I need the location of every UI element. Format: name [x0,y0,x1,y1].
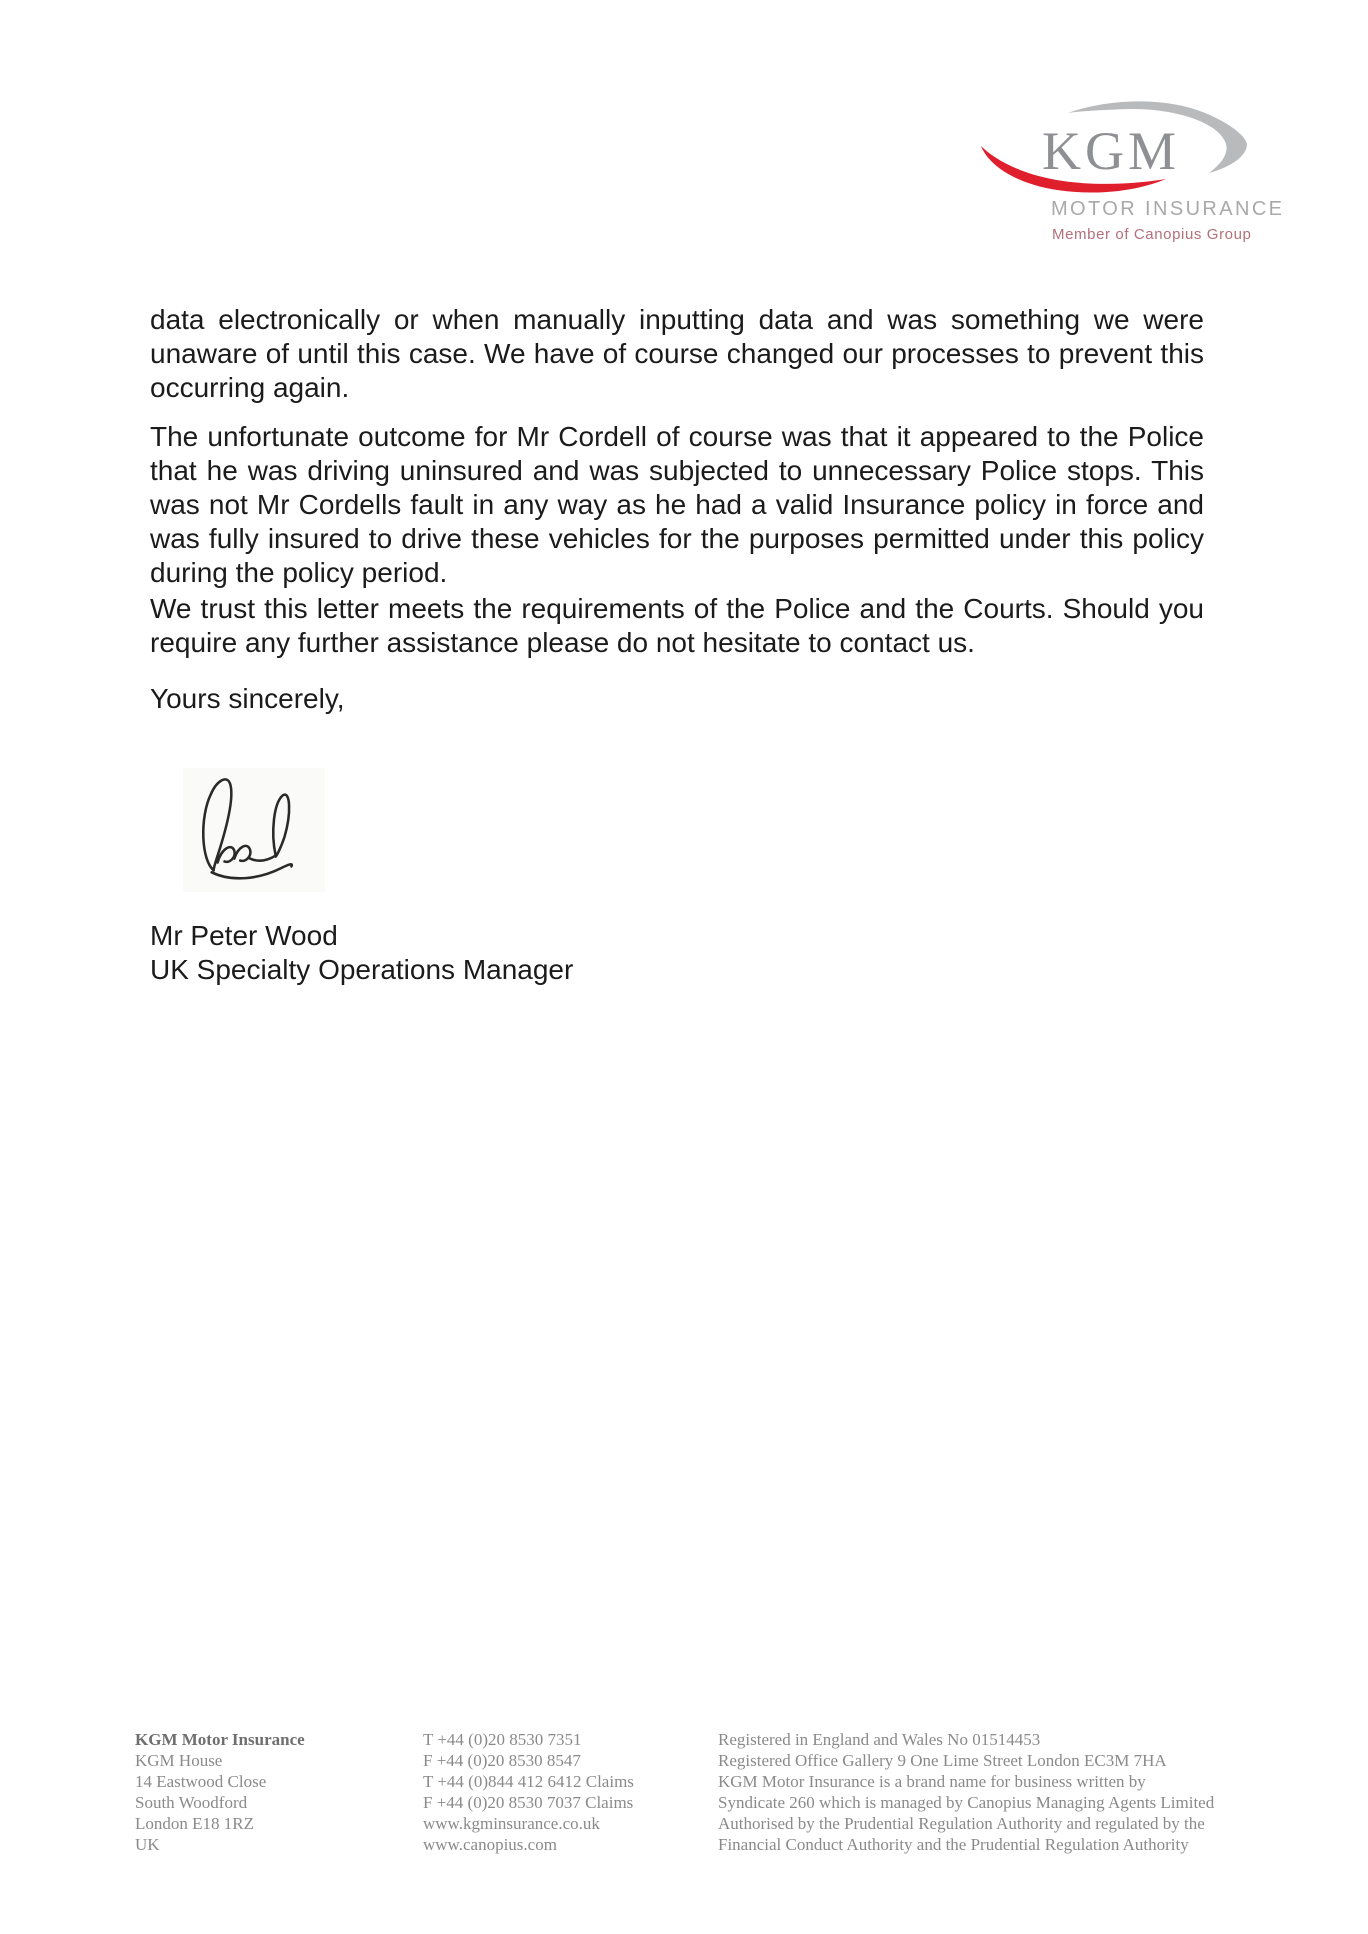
footer-legal-line: Registered in England and Wales No 01514453 [718,1730,1041,1749]
letter-paragraph-3: We trust this letter meets the requirements of the Police and the Courts. Should you require any further assistance please do not hesitate to contact us. [150,593,1204,658]
logo-subtagline: Member of Canopius Group [1052,226,1252,243]
footer-contact-column [423,1729,634,1855]
footer-fax-line: F +44 (0)20 8530 8547 [423,1751,581,1770]
footer-address-line: London E18 1RZ [135,1814,254,1833]
footer-claims-fax-line: F +44 (0)20 8530 7037 Claims [423,1793,634,1812]
footer-phone-line: T +44 (0)20 8530 7351 [423,1730,582,1749]
letter-paragraph-2: The unfortunate outcome for Mr Cordell of course was that it appeared to the Police that he was driving uninsured and was subjected to unnecessary Police stops. This was not Mr Cordells fault in any way as he had a valid Insurance policy in force and was fully insured to drive these vehicles for the purposes permitted under this policy during the policy period. [150,421,1204,588]
footer-legal-line: Authorised by the Prudential Regulation Authority and regulated by the [718,1814,1205,1833]
footer-legal-column [718,1729,1214,1855]
footer-legal-line: Financial Conduct Authority and the Prudential Regulation Authority [718,1835,1189,1854]
footer-address-line: 14 Eastwood Close [135,1772,267,1791]
footer-address-line: South Woodford [135,1793,248,1812]
footer-claims-phone-line: T +44 (0)844 412 6412 Claims [423,1772,634,1791]
logo-tagline: MOTOR INSURANCE [1051,198,1285,220]
signer-title: UK Specialty Operations Manager [150,954,574,985]
footer-legal-line: KGM Motor Insurance is a brand name for business written by [718,1772,1146,1791]
letter-closing: Yours sincerely, [150,683,345,714]
footer-address-column [135,1729,305,1855]
footer-address-line: KGM House [135,1751,223,1770]
signer-block [150,919,573,987]
footer-website-canopius: www.canopius.com [423,1835,557,1854]
footer-website-kgm: www.kgminsurance.co.uk [423,1814,600,1833]
signer-name: Mr Peter Wood [150,920,338,951]
signature-image [183,768,325,892]
footer-legal-line: Registered Office Gallery 9 One Lime Street London EC3M 7HA [718,1751,1167,1770]
footer-address-line: UK [135,1835,160,1854]
logo-brand-text: KGM [1042,121,1181,181]
letter-paragraph-1: data electronically or when manually inputting data and was something we were unaware of until this case. We have of course changed our processes to prevent this occurring again. [150,304,1204,403]
footer-legal-line: Syndicate 260 which is managed by Canopius Managing Agents Limited [718,1793,1215,1812]
footer-company-name: KGM Motor Insurance [135,1730,305,1749]
